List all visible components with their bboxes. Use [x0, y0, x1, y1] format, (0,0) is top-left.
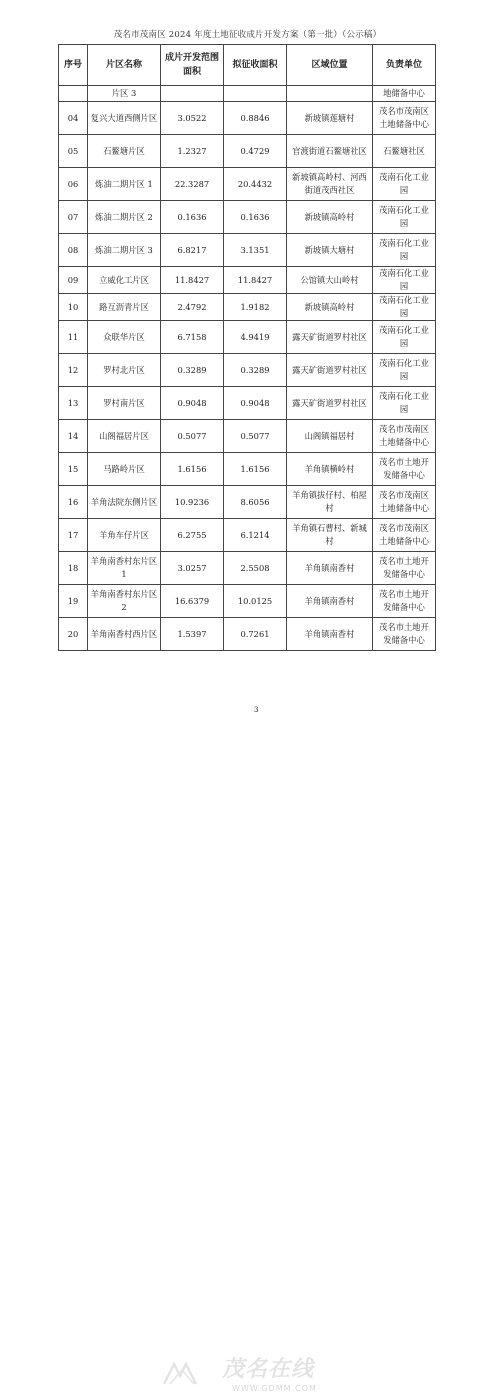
cell-total-area — [161, 86, 224, 102]
table-row — [59, 201, 436, 234]
cell-plan-area: 20.4432 — [224, 168, 287, 201]
cell-plan-area — [224, 86, 287, 102]
cell-name: 羊角南香村西片区 — [88, 618, 161, 651]
cell-name: 复兴大道西侧片区 — [88, 102, 161, 135]
cell-plan-area: 6.1214 — [224, 519, 287, 552]
cell-total-area: 6.7158 — [161, 321, 224, 354]
cell-name: 片区 3 — [88, 86, 161, 102]
cell-name: 羊角南香村东片区 1 — [88, 552, 161, 585]
cell-no: 04 — [59, 102, 88, 135]
cell-unit: 茂名市土地开发储备中心 — [373, 552, 436, 585]
header-unit: 负责单位 — [373, 45, 436, 86]
cell-name: 众联华片区 — [88, 321, 161, 354]
table-row — [59, 519, 436, 552]
table-row — [59, 486, 436, 519]
header-plan-area: 拟征收面积 — [224, 45, 287, 86]
cell-unit: 茂南石化工业园 — [373, 294, 436, 321]
watermark-logo-icon — [160, 1358, 204, 1388]
cell-no: 12 — [59, 354, 88, 387]
cell-name: 路互沥青片区 — [88, 294, 161, 321]
cell-location: 新坡镇高岭村 — [287, 201, 373, 234]
table-row — [59, 387, 436, 420]
cell-no: 19 — [59, 585, 88, 618]
cell-total-area: 0.9048 — [161, 387, 224, 420]
cell-total-area: 1.2327 — [161, 135, 224, 168]
cell-plan-area: 0.5077 — [224, 420, 287, 453]
table-row — [59, 354, 436, 387]
cell-name: 马路岭片区 — [88, 453, 161, 486]
cell-plan-area: 10.0125 — [224, 585, 287, 618]
table-row — [59, 135, 436, 168]
table-row — [59, 102, 436, 135]
cell-no — [59, 86, 88, 102]
cell-location: 羊角镇南香村 — [287, 585, 373, 618]
cell-unit: 茂名市土地开发储备中心 — [373, 453, 436, 486]
cell-name: 山阁福居片区 — [88, 420, 161, 453]
table-header-row — [59, 45, 436, 86]
cell-total-area: 6.8217 — [161, 234, 224, 267]
cell-unit: 石鳌塘社区 — [373, 135, 436, 168]
cell-location — [287, 86, 373, 102]
cell-total-area: 2.4792 — [161, 294, 224, 321]
cell-no: 17 — [59, 519, 88, 552]
cell-plan-area: 1.6156 — [224, 453, 287, 486]
cell-total-area: 11.8427 — [161, 267, 224, 294]
cell-total-area: 1.5397 — [161, 618, 224, 651]
cell-location: 露天矿街道罗村社区 — [287, 354, 373, 387]
cell-unit: 茂名市土地开发储备中心 — [373, 618, 436, 651]
table-row — [59, 234, 436, 267]
cell-plan-area: 0.7261 — [224, 618, 287, 651]
cell-location: 新坡镇莲塘村 — [287, 102, 373, 135]
cell-name: 炼油二期片区 2 — [88, 201, 161, 234]
cell-plan-area: 0.9048 — [224, 387, 287, 420]
cell-no: 14 — [59, 420, 88, 453]
cell-unit: 茂名市茂南区土地储备中心 — [373, 420, 436, 453]
cell-plan-area: 2.5508 — [224, 552, 287, 585]
cell-unit: 茂南石化工业园 — [373, 354, 436, 387]
page-number: 3 — [254, 706, 259, 714]
cell-unit: 茂南石化工业园 — [373, 387, 436, 420]
document-title: 茂名市茂南区 2024 年度土地征收成片开发方案（第一批）（公示稿） — [113, 30, 382, 40]
table-row — [59, 453, 436, 486]
cell-location: 露天矿街道罗村社区 — [287, 321, 373, 354]
cell-unit: 茂名市土地开发储备中心 — [373, 585, 436, 618]
cell-name: 罗村北片区 — [88, 354, 161, 387]
cell-name: 石鳌塘片区 — [88, 135, 161, 168]
table-row — [59, 585, 436, 618]
page-footer — [0, 676, 495, 1393]
table-row — [59, 168, 436, 201]
cell-no: 15 — [59, 453, 88, 486]
cell-location: 羊角镇拔仔村、柏屋村 — [287, 486, 373, 519]
cell-unit: 茂名市茂南区土地储备中心 — [373, 519, 436, 552]
header-name: 片区名称 — [88, 45, 161, 86]
cell-no: 05 — [59, 135, 88, 168]
cell-plan-area: 0.1636 — [224, 201, 287, 234]
table-row — [59, 420, 436, 453]
cell-name: 炼油二期片区 1 — [88, 168, 161, 201]
cell-total-area: 3.0257 — [161, 552, 224, 585]
cell-no: 10 — [59, 294, 88, 321]
cell-plan-area: 0.4729 — [224, 135, 287, 168]
cell-location: 羊角镇南香村 — [287, 552, 373, 585]
table-row — [59, 267, 436, 294]
cell-no: 16 — [59, 486, 88, 519]
cell-total-area: 0.3289 — [161, 354, 224, 387]
table-row — [59, 618, 436, 651]
cell-total-area: 22.3287 — [161, 168, 224, 201]
cell-total-area: 10.9236 — [161, 486, 224, 519]
cell-plan-area: 11.8427 — [224, 267, 287, 294]
cell-plan-area: 8.6056 — [224, 486, 287, 519]
cell-no: 06 — [59, 168, 88, 201]
cell-location: 山阁镇福居村 — [287, 420, 373, 453]
cell-no: 08 — [59, 234, 88, 267]
cell-no: 09 — [59, 267, 88, 294]
table-row-continuation — [59, 86, 436, 102]
watermark-url: WWW.GDMM.COM — [232, 1384, 317, 1393]
cell-plan-area: 0.3289 — [224, 354, 287, 387]
cell-plan-area: 0.8846 — [224, 102, 287, 135]
cell-no: 11 — [59, 321, 88, 354]
cell-total-area: 6.2755 — [161, 519, 224, 552]
cell-unit: 茂南石化工业园 — [373, 234, 436, 267]
cell-no: 20 — [59, 618, 88, 651]
watermark-brand: 茂名在线 — [222, 1357, 315, 1382]
cell-location: 新坡镇高岭村 — [287, 294, 373, 321]
cell-no: 07 — [59, 201, 88, 234]
cell-location: 羊角镇横岭村 — [287, 453, 373, 486]
cell-location: 公馆镇大山岭村 — [287, 267, 373, 294]
cell-no: 13 — [59, 387, 88, 420]
table-row — [59, 294, 436, 321]
cell-unit: 茂南石化工业园 — [373, 201, 436, 234]
header-location: 区域位置 — [287, 45, 373, 86]
cell-name: 罗村南片区 — [88, 387, 161, 420]
cell-location: 新坡镇高岭村、河西街道茂西社区 — [287, 168, 373, 201]
cell-total-area: 0.5077 — [161, 420, 224, 453]
header-total-area: 成片开发范围面积 — [161, 45, 224, 86]
cell-name: 立威化工片区 — [88, 267, 161, 294]
cell-location: 露天矿街道罗村社区 — [287, 387, 373, 420]
cell-unit: 茂南石化工业园 — [373, 267, 436, 294]
cell-no: 18 — [59, 552, 88, 585]
cell-total-area: 0.1636 — [161, 201, 224, 234]
cell-name: 羊角车仔片区 — [88, 519, 161, 552]
land-table — [58, 44, 436, 651]
cell-location: 羊角镇南香村 — [287, 618, 373, 651]
table-row — [59, 321, 436, 354]
cell-unit: 茂名市茂南区土地储备中心 — [373, 486, 436, 519]
cell-plan-area: 1.9182 — [224, 294, 287, 321]
cell-plan-area: 3.1351 — [224, 234, 287, 267]
cell-unit: 茂南石化工业园 — [373, 168, 436, 201]
cell-total-area: 16.6379 — [161, 585, 224, 618]
cell-unit: 茂南石化工业园 — [373, 321, 436, 354]
cell-total-area: 3.0522 — [161, 102, 224, 135]
cell-unit: 茂名市茂南区土地储备中心 — [373, 102, 436, 135]
cell-name: 羊角南香村东片区 2 — [88, 585, 161, 618]
cell-location: 新坡镇大塘村 — [287, 234, 373, 267]
cell-location: 羊角镇石曹村、新城村 — [287, 519, 373, 552]
cell-unit: 地储备中心 — [373, 86, 436, 102]
header-no: 序号 — [59, 45, 88, 86]
cell-name: 炼油二期片区 3 — [88, 234, 161, 267]
cell-location: 官渡街道石鳌塘社区 — [287, 135, 373, 168]
cell-plan-area: 4.9419 — [224, 321, 287, 354]
cell-total-area: 1.6156 — [161, 453, 224, 486]
cell-name: 羊角法院东侧片区 — [88, 486, 161, 519]
table-row — [59, 552, 436, 585]
